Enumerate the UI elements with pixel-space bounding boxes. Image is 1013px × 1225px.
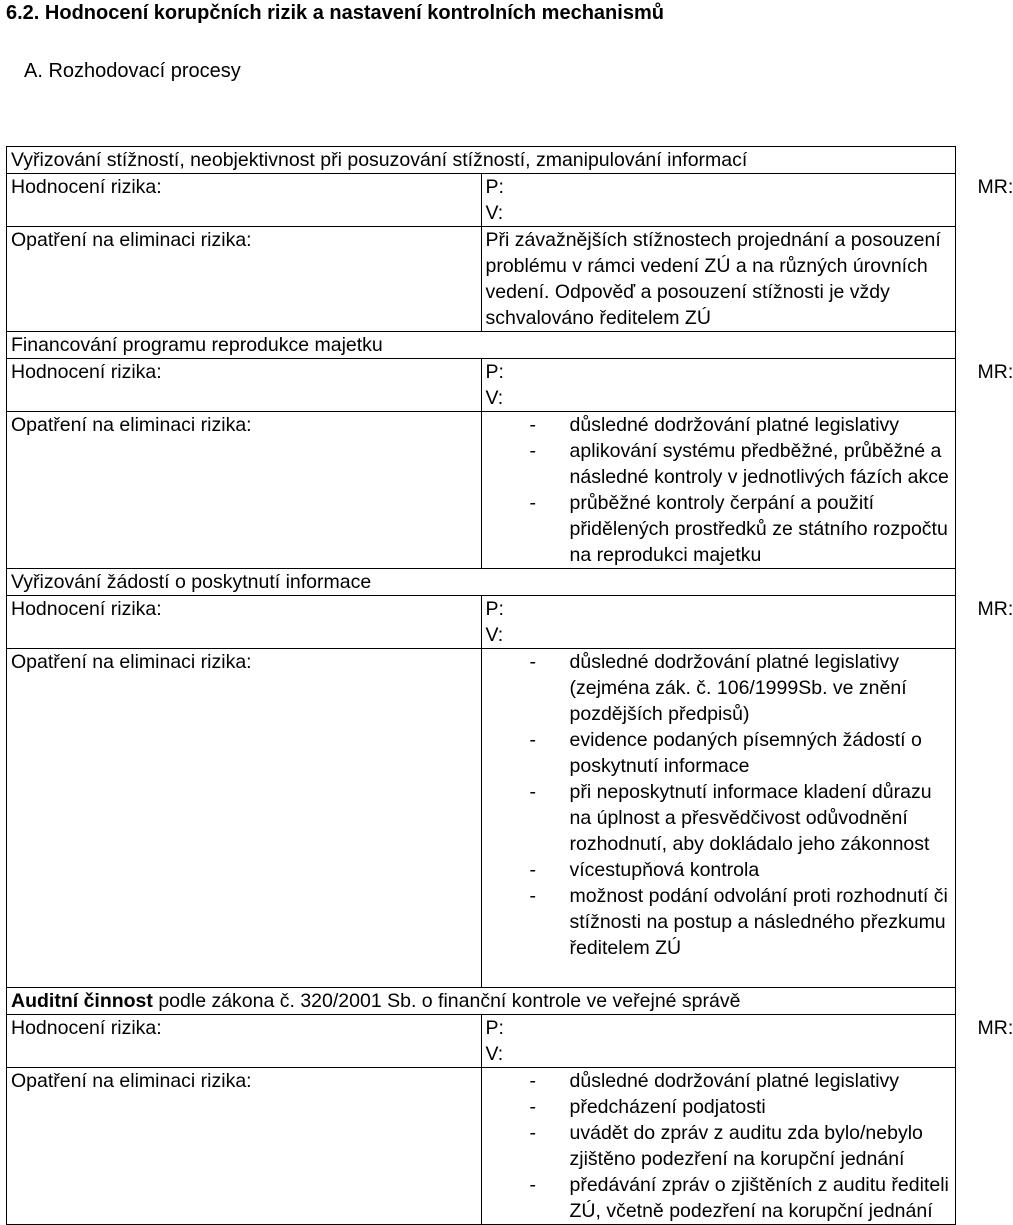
impact-label: V: <box>486 385 956 411</box>
list-item-text: důsledné dodržování platné legislativy <box>570 414 900 436</box>
list-item-text: důsledné dodržování platné legislativy (zejména zák. č. 106/1999Sb. ve znění pozdějších předpisů) <box>570 651 907 725</box>
section-title-rest: podle zákona č. 320/2001 Sb. o finanční kontrole ve veřejné správě <box>153 990 741 1012</box>
risk-assessment-row <box>7 596 956 649</box>
risk-assessment-values <box>481 359 956 412</box>
risk-assessment-values <box>481 1015 956 1068</box>
impact-label: V: <box>486 200 956 226</box>
section-title-row <box>7 332 956 359</box>
risk-level-label: MR: <box>978 596 1013 622</box>
risk-assessment-label: Hodnocení rizika: <box>7 1015 482 1068</box>
section-title: Vyřizování žádostí o poskytnutí informace <box>7 569 956 596</box>
dash-marker: - <box>530 1120 537 1146</box>
section-title-row <box>7 569 956 596</box>
impact-label: V: <box>486 1041 956 1067</box>
risk-assessment-label: Hodnocení rizika: <box>7 174 482 227</box>
list-item <box>486 779 956 857</box>
section-title-row <box>7 988 956 1015</box>
measures-label: Opatření na eliminaci rizika: <box>7 1068 482 1225</box>
dash-marker: - <box>530 1094 537 1120</box>
risk-assessment-values <box>481 596 956 649</box>
dash-marker: - <box>530 412 537 438</box>
measures-list <box>486 649 956 961</box>
dash-marker: - <box>530 1068 537 1094</box>
measures-row <box>7 412 956 569</box>
probability-label: P: <box>486 1017 504 1039</box>
dash-marker: - <box>530 438 537 464</box>
risk-assessment-label: Hodnocení rizika: <box>7 359 482 412</box>
section-title: Financování programu reprodukce majetku <box>7 332 956 359</box>
list-item <box>486 1172 956 1224</box>
section-title-row <box>7 147 956 174</box>
list-item <box>486 490 956 568</box>
list-item <box>486 857 956 883</box>
document-subheading: A. Rozhodovací procesy <box>24 60 241 83</box>
risk-level-label: MR: <box>978 1015 1013 1041</box>
measures-label: Opatření na eliminaci rizika: <box>7 412 482 569</box>
list-item-text: aplikování systému předběžné, průběžné a následné kontroly v jednotlivých fázích akce <box>570 440 949 488</box>
list-item-text: důsledné dodržování platné legislativy <box>570 1070 900 1092</box>
list-item-text: evidence podaných písemných žádostí o poskytnutí informace <box>570 729 922 777</box>
list-item <box>486 412 956 438</box>
dash-marker: - <box>530 883 537 909</box>
probability-label: P: <box>486 598 504 620</box>
section-title <box>7 988 956 1015</box>
list-item-text: předcházení podjatosti <box>570 1096 766 1118</box>
measures-list-cell <box>481 1068 956 1225</box>
list-item-text: průběžné kontroly čerpání a použití přidělených prostředků ze státního rozpočtu na reprodukci majetku <box>570 492 948 566</box>
list-item <box>486 727 956 779</box>
risk-assessment-values <box>481 174 956 227</box>
measures-text: Při závažnějších stížnostech projednání a posouzení problému v rámci vedení ZÚ a na různých úrovních vedení. Odpověď a posouzení stížnosti je vždy schvalováno ředitelem ZÚ <box>481 227 956 332</box>
dash-marker: - <box>530 649 537 675</box>
list-item <box>486 883 956 961</box>
dash-marker: - <box>530 727 537 753</box>
list-item-text: vícestupňová kontrola <box>570 859 760 881</box>
measures-row <box>7 1068 956 1225</box>
list-item-text: možnost podání odvolání proti rozhodnutí či stížnosti na postup a následného přezkumu ředitelem ZÚ <box>570 885 948 959</box>
risk-level-label: MR: <box>978 174 1013 200</box>
measures-list-cell <box>481 649 956 988</box>
measures-list-cell <box>481 412 956 569</box>
list-item-text: při neposkytnutí informace kladení důrazu na úplnost a přesvědčivost odůvodnění rozhodnutí, aby dokládalo jeho zákonnost <box>570 781 932 855</box>
measures-row <box>7 649 956 988</box>
measures-list <box>486 412 956 568</box>
dash-marker: - <box>530 857 537 883</box>
probability-label: P: <box>486 361 504 383</box>
risk-assessment-row <box>7 359 956 412</box>
section-title: Vyřizování stížností, neobjektivnost při posuzování stížností, zmanipulování informací <box>7 147 956 174</box>
dash-marker: - <box>530 490 537 516</box>
impact-label: V: <box>486 622 956 648</box>
risk-assessment-row <box>7 174 956 227</box>
list-item <box>486 438 956 490</box>
risk-table <box>6 146 956 1225</box>
list-item <box>486 649 956 727</box>
section-title-bold: Auditní činnost <box>11 990 153 1012</box>
dash-marker: - <box>530 779 537 805</box>
document-heading: 6.2. Hodnocení korupčních rizik a nastavení kontrolních mechanismů <box>6 2 664 25</box>
dash-marker: - <box>530 1172 537 1198</box>
list-item-text: uvádět do zpráv z auditu zda bylo/nebylo zjištěno podezření na korupční jednání <box>570 1122 923 1170</box>
measures-label: Opatření na eliminaci rizika: <box>7 227 482 332</box>
list-item <box>486 1068 956 1094</box>
measures-row <box>7 227 956 332</box>
probability-label: P: <box>486 176 504 198</box>
risk-assessment-label: Hodnocení rizika: <box>7 596 482 649</box>
list-item-text: předávání zpráv o zjištěních z auditu řediteli ZÚ, včetně podezření na korupční jednání <box>570 1174 949 1222</box>
measures-label: Opatření na eliminaci rizika: <box>7 649 482 988</box>
risk-assessment-row <box>7 1015 956 1068</box>
list-item <box>486 1094 956 1120</box>
risk-level-label: MR: <box>978 359 1013 385</box>
measures-list <box>486 1068 956 1224</box>
list-item <box>486 1120 956 1172</box>
